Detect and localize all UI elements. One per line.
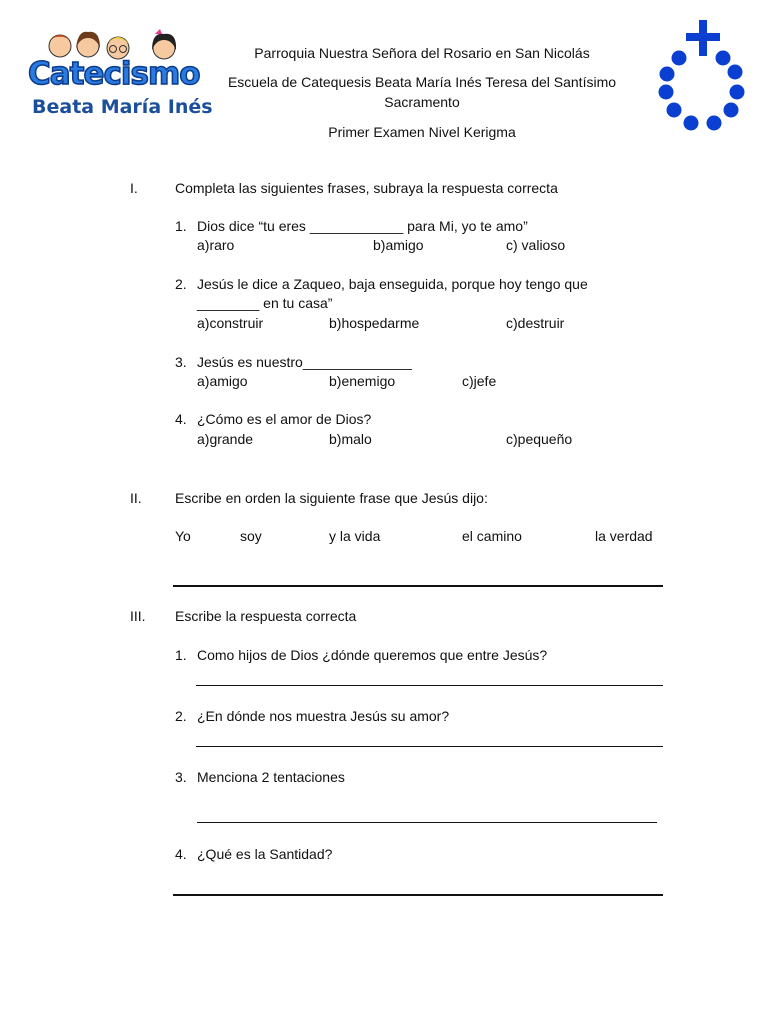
s1-q1-option-b[interactable]: b)amigo [373,237,424,253]
s1-q2-text: Jesús le dice a Zaqueo, baja enseguida, porque hoy tengo que [197,276,588,292]
s1-q2-option-b[interactable]: b)hospedarme [329,315,420,331]
children-illustration-icon [49,29,176,59]
s3-q3-answer-line[interactable] [197,822,657,823]
section-1-numeral: I. [130,180,138,196]
s1-q3-option-a[interactable]: a)amigo [197,373,248,389]
s1-q2-option-c[interactable]: c)destruir [506,315,565,331]
s3-q2-number: 2. [175,708,187,724]
school-name: Escuela de Catequesis Beata María Inés Teresa del Santísimo [227,74,617,90]
s3-q4-text: ¿Qué es la Santidad? [197,846,333,862]
s1-q4-text: ¿Cómo es el amor de Dios? [197,411,372,427]
school-name-cont: Sacramento [384,94,460,110]
s3-q4-number: 4. [175,846,187,862]
s1-q3-option-b[interactable]: b)enemigo [329,373,396,389]
section-2-title: Escribe en orden la siguiente frase que Jesús dijo: [175,490,488,506]
rosary-icon [650,14,750,138]
exam-title: Primer Examen Nivel Kerigma [328,124,516,140]
section-3-numeral: III. [130,608,146,624]
s1-q1-text: Dios dice “tu eres ____________ para Mi, yo te amo” [197,218,528,234]
parish-name: Parroquia Nuestra Señora del Rosario en San Nicolás [254,45,590,61]
s1-q1-option-c[interactable]: c) valioso [506,237,566,253]
word-la-verdad: la verdad [595,528,653,544]
section-2-numeral: II. [130,490,142,506]
s1-q3-number: 3. [175,354,187,370]
section-2-answer-line[interactable] [173,585,663,587]
s1-q1-option-a[interactable]: a)raro [197,237,235,253]
s1-q2-number: 2. [175,276,187,292]
s3-q3-text: Menciona 2 tentaciones [197,769,345,785]
logo-word: Catecismo [28,56,200,92]
s1-q4-option-c[interactable]: c)pequeño [506,431,573,447]
s3-q1-text: Como hijos de Dios ¿dónde queremos que entre Jesús? [197,647,548,663]
s1-q2-option-a[interactable]: a)construir [197,315,264,331]
word-soy: soy [240,528,262,544]
s1-q4-option-b[interactable]: b)malo [329,431,372,447]
logo-subtitle: Beata María Inés [32,96,213,118]
s1-q4-option-a[interactable]: a)grande [197,431,254,447]
s1-q3-text: Jesús es nuestro______________ [197,354,412,370]
s1-q3-option-c[interactable]: c)jefe [462,373,497,389]
catecismo-logo [22,28,213,128]
s3-q2-answer-line[interactable] [196,746,663,747]
word-y-la-vida: y la vida [329,528,381,544]
s1-q4-number: 4. [175,411,187,427]
s3-q4-answer-line[interactable] [173,894,663,896]
section-1-title: Completa las siguientes frases, subraya la respuesta correcta [175,180,558,196]
word-el-camino: el camino [462,528,522,544]
s1-q1-number: 1. [175,218,187,234]
s3-q2-text: ¿En dónde nos muestra Jesús su amor? [197,708,450,724]
s3-q1-answer-line[interactable] [196,685,663,686]
s1-q2-text-cont: ________ en tu casa” [197,295,333,311]
word-yo: Yo [175,528,191,544]
section-3-title: Escribe la respuesta correcta [175,608,357,624]
s3-q1-number: 1. [175,647,187,663]
s3-q3-number: 3. [175,769,187,785]
